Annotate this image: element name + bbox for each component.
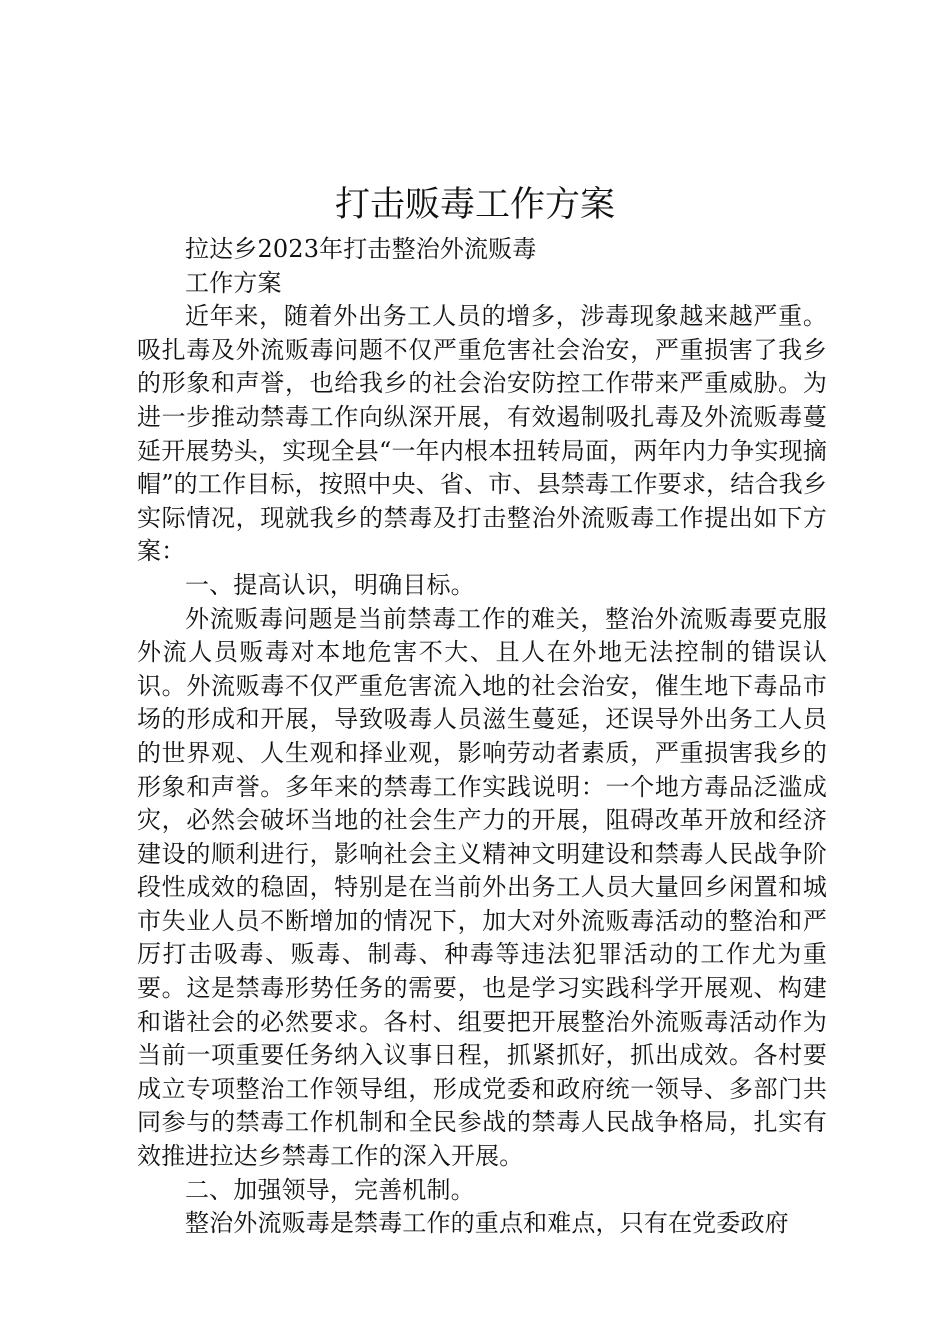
body-paragraph: 外流贩毒问题是当前禁毒工作的难关，整治外流贩毒要克服外流人员贩毒对本地危害不大、且人在外地无法控制的错误认识。外流贩毒不仅严重危害流入地的社会治安，催生地下毒品市场的形成和开展，导致吸毒人员滋生蔓延，还误导外出务工人员的世界观、人生观和择业观，影响劳动者素质，严重损害我乡的形象和声誉。多年来的禁毒工作实践说明：一个地方毒品泛滥成灾，必然会破坏当地的社会生产力的开展，阻碍改革开放和经济建设的顺利进行，影响社会主义精神文明建设和禁毒人民战争阶段性成效的稳固，特别是在当前外出务工人员大量回乡闲置和城市失业人员不断增加的情况下，加大对外流贩毒活动的整治和严厉打击吸毒、贩毒、制毒、种毒等违法犯罪活动的工作尤为重要。这是禁毒形势任务的需要，也是学习实践科学开展观、构建和谐社会的必然要求。各村、组要把开展整治外流贩毒活动作为当前一项重要任务纳入议事日程，抓紧抓好，抓出成效。各村要成立专项整治工作领导组，形成党委和政府统一领导、多部门共同参与的禁毒工作机制和全民参战的禁毒人民战争格局，扎实有效推进拉达乡禁毒工作的深入开展。 <box>137 604 827 1171</box>
section-heading: 一、提高认识，明确目标。 <box>185 570 475 599</box>
document-body <box>137 233 827 1241</box>
subtitle-line: 拉达乡2023年打击整治外流贩毒 <box>185 235 537 263</box>
subtitle-line: 工作方案 <box>185 268 282 297</box>
body-paragraph: 近年来，随着外出务工人员的增多，涉毒现象越来越严重。吸扎毒及外流贩毒问题不仅严重危害社会治安，严重损害了我乡的形象和声誉，也给我乡的社会治安防控工作带来严重威胁。为进一步推动禁毒工作向纵深开展，有效遏制吸扎毒及外流贩毒蔓延开展势头，实现全县“一年内根本扭转局面，两年内力争实现摘帽”的工作目标，按照中央、省、市、县禁毒工作要求，结合我乡实际情况，现就我乡的禁毒及打击整治外流贩毒工作提出如下方案： <box>137 302 827 566</box>
body-paragraph: 整治外流贩毒是禁毒工作的重点和难点，只有在党委政府 <box>185 1209 789 1238</box>
section-heading: 二、加强领导，完善机制。 <box>185 1175 475 1204</box>
document-title: 打击贩毒工作方案 <box>334 185 615 225</box>
